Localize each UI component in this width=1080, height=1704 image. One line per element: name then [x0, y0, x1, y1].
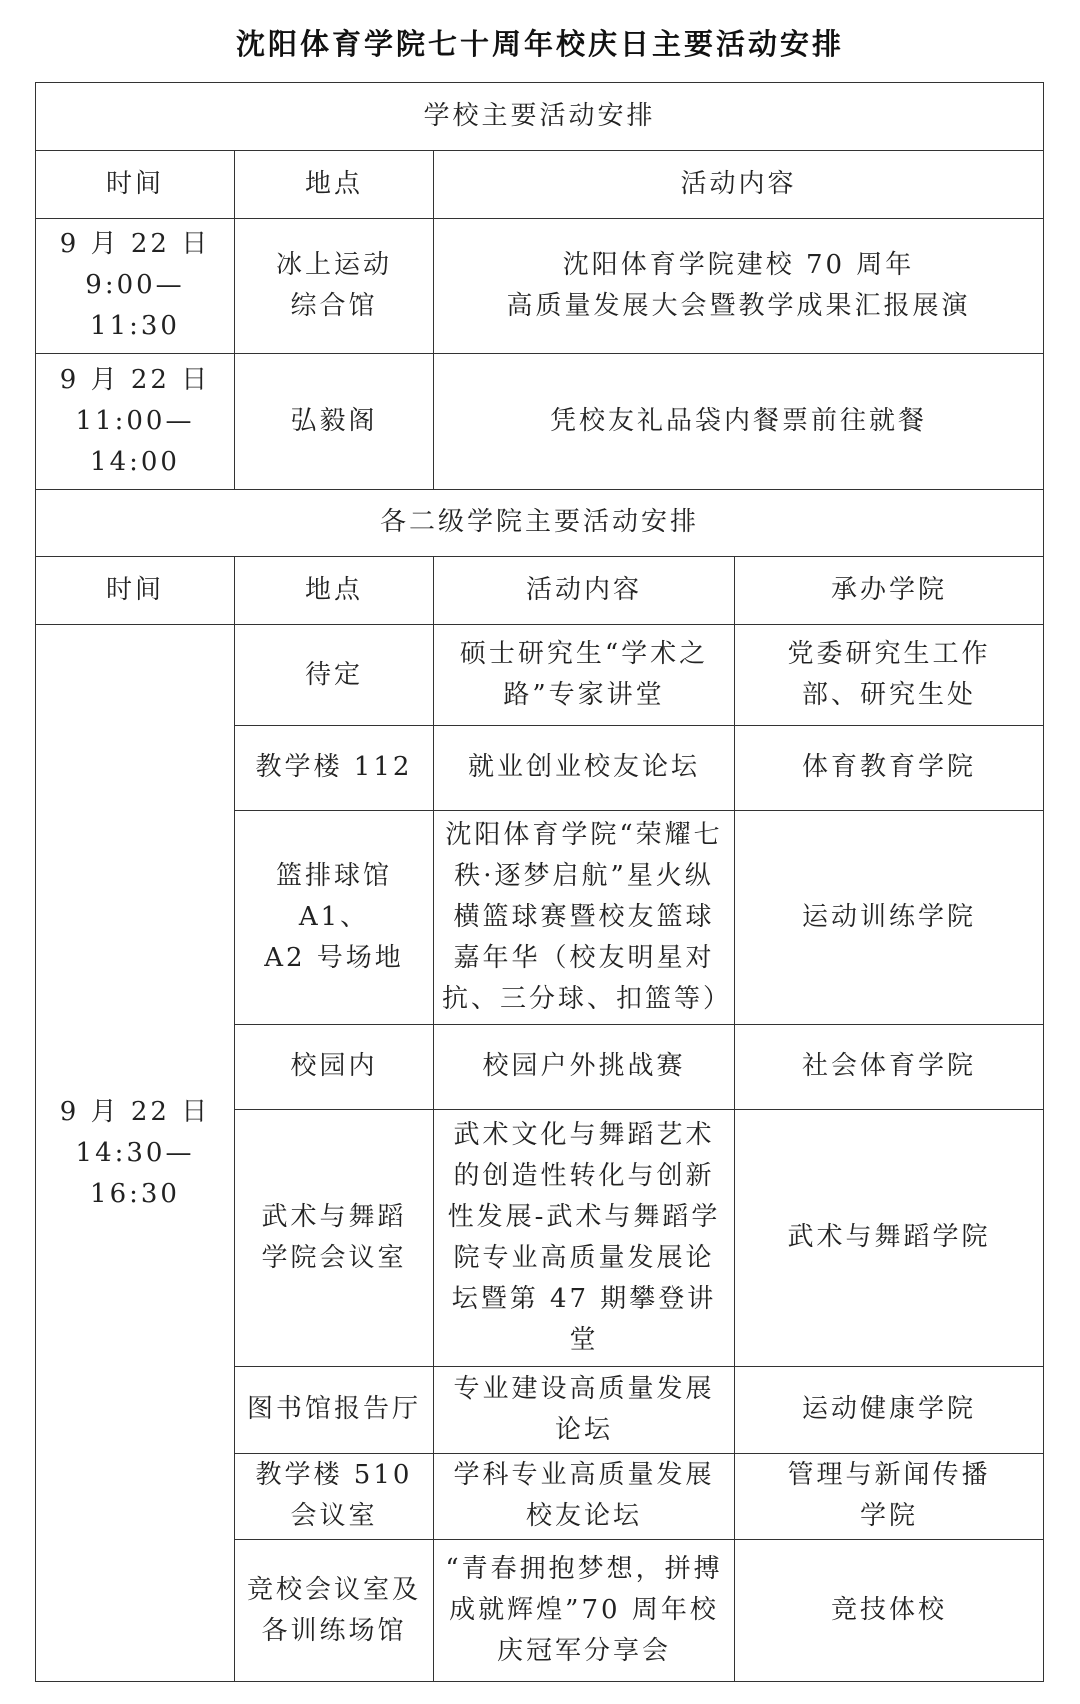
cell-time-shared: 9 月 22 日 14:30—16:30: [36, 625, 235, 1682]
cell-content: 学科专业高质量发展 校友论坛: [434, 1453, 735, 1540]
header-content: 活动内容: [434, 557, 735, 625]
cell-content: 专业建设高质量发展 论坛: [434, 1367, 735, 1454]
header-organizer: 承办学院: [735, 557, 1044, 625]
cell-organizer: 管理与新闻传播 学院: [735, 1453, 1044, 1540]
cell-content: “青春拥抱梦想，拼搏 成就辉煌”70 周年校 庆冠军分享会: [434, 1540, 735, 1682]
cell-time: 9 月 22 日 9:00—11:30: [36, 218, 235, 354]
cell-content: 沈阳体育学院建校 70 周年 高质量发展大会暨教学成果汇报展演: [434, 218, 1044, 354]
header-time: 时间: [36, 150, 235, 218]
cell-place: 待定: [235, 625, 434, 726]
cell-place: 篮排球馆 A1、 A2 号场地: [235, 810, 434, 1025]
cell-place: 武术与舞蹈 学院会议室: [235, 1109, 434, 1366]
cell-place: 弘毅阁: [235, 354, 434, 490]
cell-organizer: 党委研究生工作 部、研究生处: [735, 625, 1044, 726]
section-heading-school: 学校主要活动安排: [36, 83, 1044, 151]
cell-content: 硕士研究生“学术之 路”专家讲堂: [434, 625, 735, 726]
cell-organizer: 运动健康学院: [735, 1367, 1044, 1454]
cell-place: 校园内: [235, 1025, 434, 1109]
cell-content: 就业创业校友论坛: [434, 726, 735, 810]
cell-place: 竞校会议室及 各训练场馆: [235, 1540, 434, 1682]
cell-organizer: 社会体育学院: [735, 1025, 1044, 1109]
header-place: 地点: [235, 557, 434, 625]
header-content: 活动内容: [434, 150, 1044, 218]
schedule-table: [35, 82, 1044, 1682]
header-place: 地点: [235, 150, 434, 218]
cell-content: 武术文化与舞蹈艺术 的创造性转化与创新 性发展-武术与舞蹈学 院专业高质量发展论 坛暨第 47 期攀登讲堂: [434, 1109, 735, 1366]
cell-place: 教学楼 510 会议室: [235, 1453, 434, 1540]
cell-content: 校园户外挑战赛: [434, 1025, 735, 1109]
cell-content: 沈阳体育学院“荣耀七 秩·逐梦启航”星火纵 横篮球赛暨校友篮球 嘉年华（校友明星对 抗、三分球、扣篮等）: [434, 810, 735, 1025]
cell-organizer: 体育教育学院: [735, 726, 1044, 810]
header-time: 时间: [36, 557, 235, 625]
cell-place: 教学楼 112: [235, 726, 434, 810]
cell-content: 凭校友礼品袋内餐票前往就餐: [434, 354, 1044, 490]
cell-place: 冰上运动 综合馆: [235, 218, 434, 354]
cell-time: 9 月 22 日 11:00—14:00: [36, 354, 235, 490]
cell-organizer: 运动训练学院: [735, 810, 1044, 1025]
section-heading-colleges: 各二级学院主要活动安排: [36, 489, 1044, 557]
cell-organizer: 竞技体校: [735, 1540, 1044, 1682]
cell-place: 图书馆报告厅: [235, 1367, 434, 1454]
cell-organizer: 武术与舞蹈学院: [735, 1109, 1044, 1366]
page-title: 沈阳体育学院七十周年校庆日主要活动安排: [235, 27, 844, 61]
